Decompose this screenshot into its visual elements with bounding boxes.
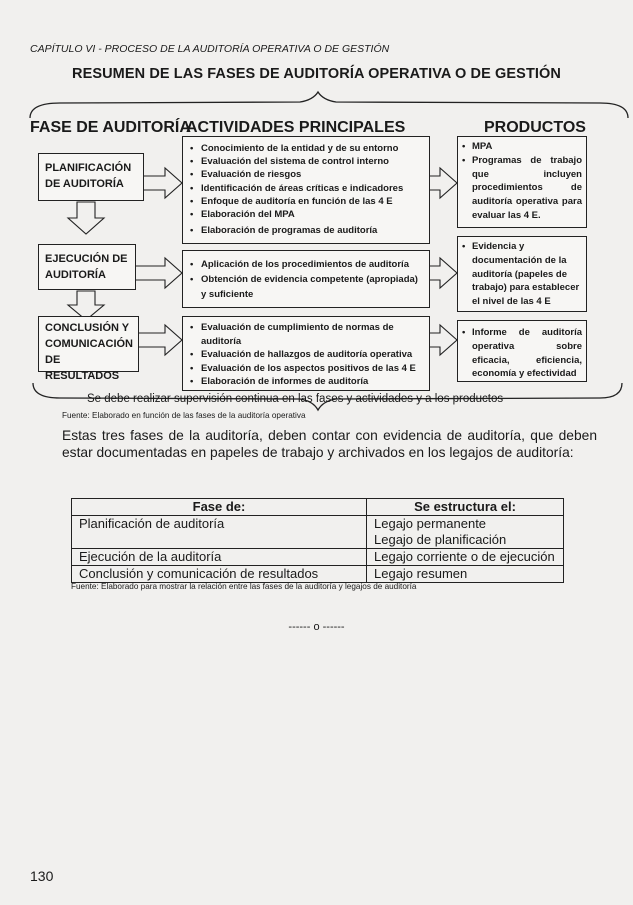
table-header-row [72, 499, 564, 516]
activity-item: • Evaluación de hallazgos de auditoría operativa [201, 348, 423, 362]
phase-label: CONCLUSIÓN Y [45, 322, 130, 334]
arrow-plan-to-acts [144, 168, 182, 198]
phase-label: PLANIFICACIÓN [45, 162, 132, 174]
table-cell: Legajo permanente [367, 516, 564, 533]
activity-item: • Evaluación del sistema de control interno [201, 155, 423, 168]
section-separator: ------ o ------ [288, 621, 345, 633]
phase-label: DE RESULTADOS [45, 354, 120, 382]
body-paragraph: Estas tres fases de la auditoría, deben contar con evidencia de auditoría, que deben estar documentadas en papeles de trabajo y archivados en los legajos de auditoría: [62, 428, 597, 460]
activity-item: • Aplicación de los procedimientos de auditoría [201, 257, 423, 272]
activity-item: • Evaluación de cumplimiento de normas de auditoría [201, 321, 423, 348]
table-row [72, 516, 564, 533]
activity-item: • Enfoque de auditoría en función de las 4 E [201, 195, 423, 208]
table-cell: Legajo corriente o de ejecución [367, 549, 564, 566]
column-header-activities: ACTIVIDADES PRINCIPALES [186, 119, 406, 136]
phase-label: AUDITORÍA [45, 269, 106, 281]
product-item: • Programas de trabajo que incluyen procedimientos de auditoría operativa para evaluar las 4 E. [472, 154, 582, 223]
arrow-acts-to-prod-1 [430, 168, 457, 198]
activities-box-conclusion [182, 316, 430, 391]
table-source: Fuente: Elaborado para mostrar la relación entre las fases de la auditoría y legajos de auditoría [71, 582, 417, 591]
arrow-exec-to-acts [136, 258, 182, 288]
table-header-cell: Fase de: [72, 499, 367, 516]
table-header-cell: Se estructura el: [367, 499, 564, 516]
activity-item: • Elaboración de informes de auditoría [201, 375, 423, 389]
activities-list [183, 251, 429, 302]
legajos-table [71, 498, 564, 583]
product-item: • MPA [472, 140, 582, 154]
page-title: RESUMEN DE LAS FASES DE AUDITORÍA OPERATIVA O DE GESTIÓN [72, 66, 561, 82]
phase-label: EJECUCIÓN DE [45, 253, 128, 265]
arrow-plan-to-exec [68, 202, 104, 234]
chapter-heading: CAPÍTULO VI - PROCESO DE LA AUDITORÍA OPERATIVA O DE GESTIÓN [30, 43, 390, 55]
product-item: • Informe de auditoría operativa sobre eficacia, eficiencia, economía y efectividad [472, 326, 582, 381]
phase-box-planning [38, 153, 144, 201]
activity-item: • Elaboración del MPA [201, 208, 423, 221]
products-box-conclusion [457, 320, 587, 382]
table-row [72, 549, 564, 566]
activity-item: • Obtención de evidencia competente (apropiada) y suficiente [201, 272, 423, 302]
activity-item: • Evaluación de los aspectos positivos de las 4 E [201, 362, 423, 376]
supervision-note: Se debe realizar supervisión continua en las fases y actividades y a los productos [87, 393, 504, 405]
products-box-planning [457, 136, 587, 228]
arrow-acts-to-prod-2 [430, 258, 457, 288]
phase-label: COMUNICACIÓN [45, 338, 133, 350]
column-header-phase: FASE DE AUDITORÍA [30, 119, 191, 136]
arrow-acts-to-prod-3 [430, 325, 457, 355]
activities-list [183, 317, 429, 389]
products-list [458, 237, 586, 309]
phase-label: DE AUDITORÍA [45, 178, 124, 190]
products-list [458, 137, 586, 223]
table-cell: Ejecución de la auditoría [72, 549, 367, 566]
activities-list [183, 137, 429, 237]
table-row [72, 566, 564, 583]
table-cell: Conclusión y comunicación de resultados [72, 566, 367, 583]
activity-item: • Evaluación de riesgos [201, 168, 423, 181]
product-item: • Evidencia y documentación de la auditoría (papeles de trabajo) para establecer el nivel de las 4 E [472, 240, 582, 309]
phase-box-conclusion [38, 316, 139, 382]
diagram-source: Fuente: Elaborado en función de las fases de la auditoría operativa [62, 411, 306, 420]
activity-item: • Conocimiento de la entidad y de su entorno [201, 142, 423, 155]
column-header-products: PRODUCTOS [484, 119, 586, 136]
phase-box-execution [38, 244, 136, 290]
activities-box-execution [182, 250, 430, 308]
products-box-execution [457, 236, 587, 312]
activities-box-planning [182, 136, 430, 244]
activity-item: • Identificación de áreas críticas e indicadores [201, 182, 423, 195]
table-cell: Legajo de planificación [367, 532, 564, 549]
activity-item: • Elaboración de programas de auditoría [201, 224, 423, 237]
arrow-conc-to-acts [139, 325, 182, 355]
products-list [458, 321, 586, 381]
top-brace [30, 92, 628, 118]
table-cell: Planificación de auditoría [72, 516, 367, 549]
page-number: 130 [30, 868, 54, 884]
table-cell: Legajo resumen [367, 566, 564, 583]
